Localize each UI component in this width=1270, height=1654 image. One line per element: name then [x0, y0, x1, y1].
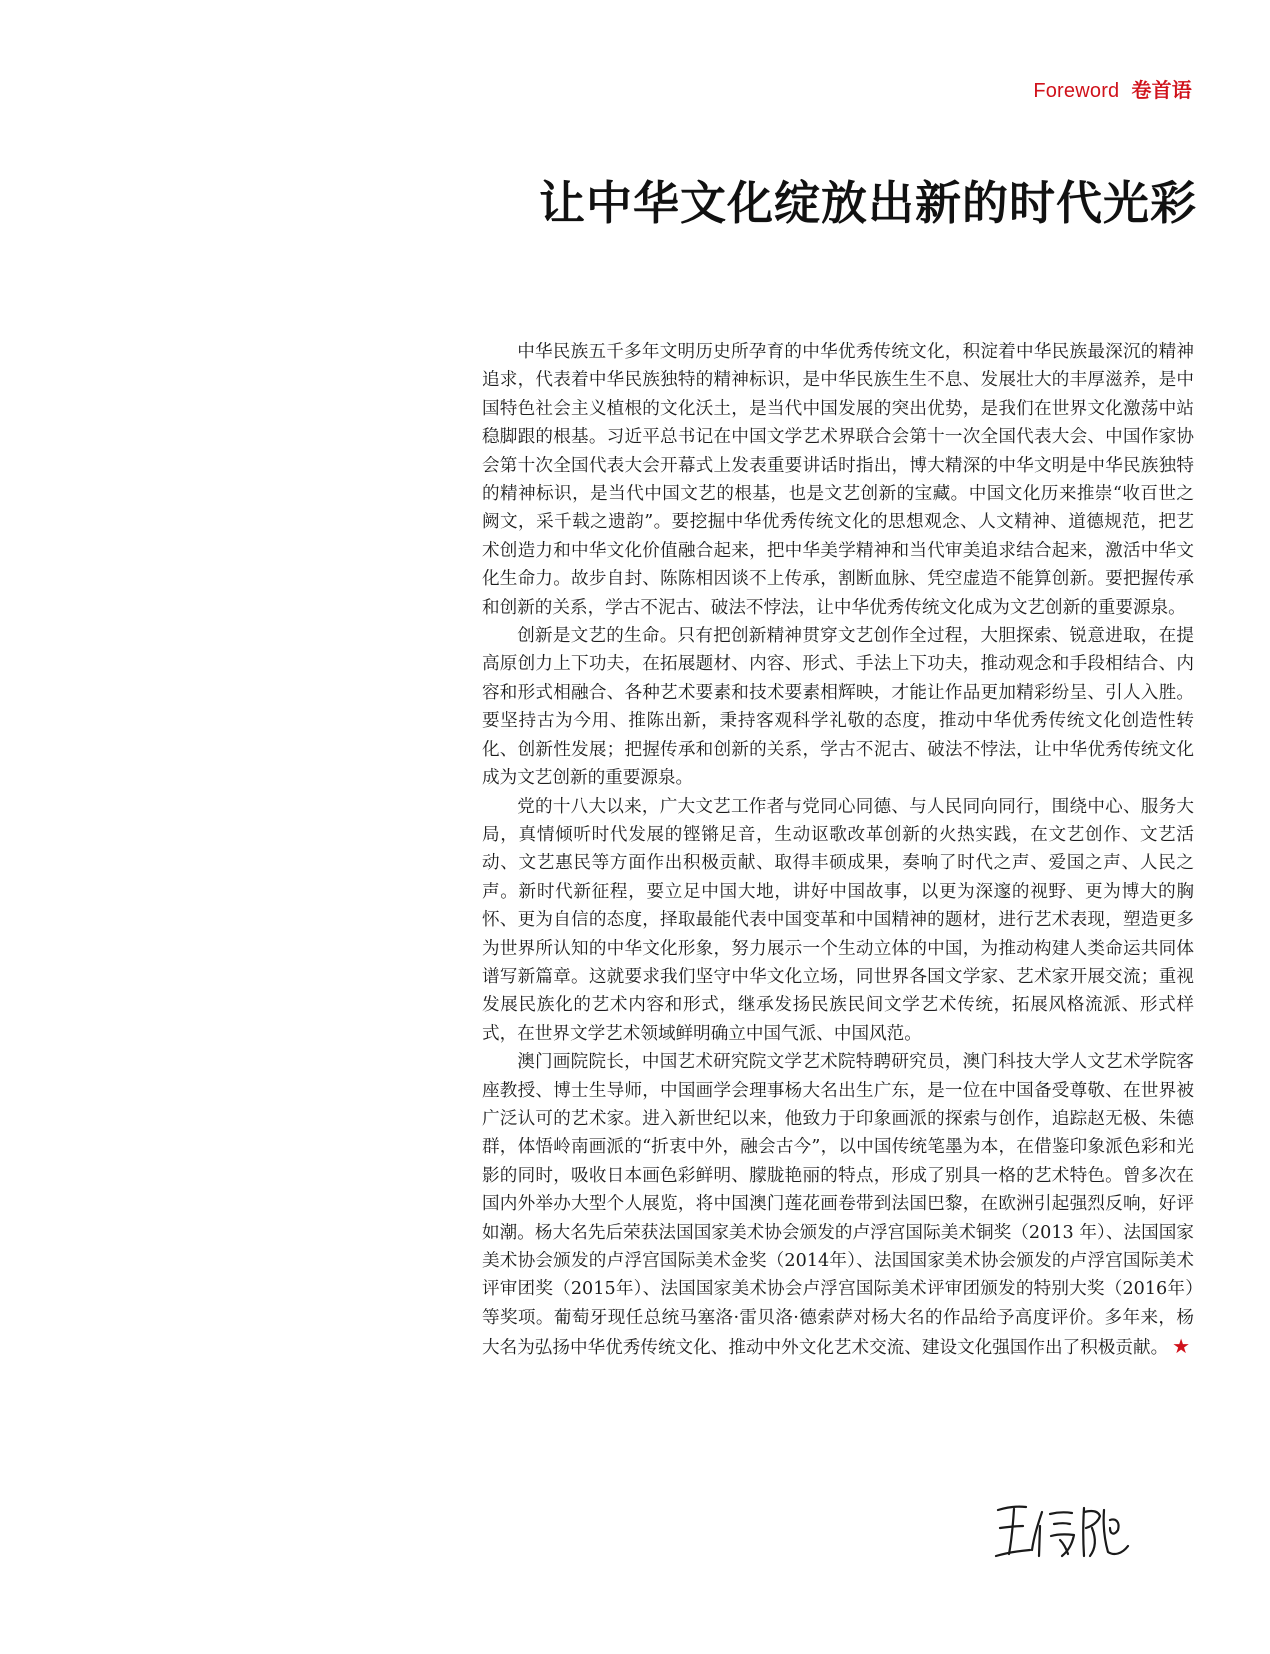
paragraph-2: 创新是文艺的生命。只有把创新精神贯穿文艺创作全过程，大胆探索、锐意进取，在提高原创力上下功夫，在拓展题材、内容、形式、手法上下功夫，推动观念和手段相结合、内容和形式相融合、各种艺术要素和技术要素相辉映，才能让作品更加精彩纷呈、引人入胜。要坚持古为今用、推陈出新，秉持客观科学礼敬的态度，推动中华优秀传统文化创造性转化、创新性发展；把握传承和创新的关系，学古不泥古、破法不悖法，让中华优秀传统文化成为文艺创新的重要源泉。	[482, 626, 1194, 789]
handwritten-signature	[992, 1498, 1132, 1568]
article-title: 让中华文化绽放出新的时代光彩	[539, 176, 1197, 230]
section-label-en: Foreword	[1033, 80, 1120, 102]
article-body	[482, 338, 1194, 1363]
paragraph-4-text: 澳门画院院长，中国艺术研究院文学艺术院特聘研究员，澳门科技大学人文艺术学院客座教授、博士生导师，中国画学会理事杨大名出生广东，是一位在中国备受尊敬、在世界被广泛认可的艺术家。进入新世纪以来，他致力于印象画派的探索与创作，追踪赵无极、朱德群，体悟岭南画派的“折衷中外，融会古今”，以中国传统笔墨为本，在借鉴印象派色彩和光影的同时，吸收日本画色彩鲜明、朦胧艳丽的特点，形成了别具一格的艺术特色。曾多次在国内外举办大型个人展览，将中国澳门莲花画卷带到法国巴黎，在欧洲引起强烈反响，好评如潮。杨大名先后荣获法国国家美术协会颁发的卢浮宫国际美术铜奖（2013 年）、法国国家美术协会颁发的卢浮宫国际美术金奖（2014年）、法国国家美术协会颁发的卢浮宫国际美术评审团奖（2015年）、法国国家美术协会卢浮宫国际美术评审团颁发的特别大奖（2016年）等奖项。葡萄牙现任总统马塞洛·雷贝洛·德索萨对杨大名的作品给予高度评价。多年来，杨大名为弘扬中华优秀传统文化、推动中外文化艺术交流、建设文化强国作出了积极贡献。	[482, 1052, 1194, 1359]
section-header	[1033, 74, 1192, 103]
paragraph-3: 党的十八大以来，广大文艺工作者与党同心同德、与人民同向同行，围绕中心、服务大局，真情倾听时代发展的铿锵足音，生动讴歌改革创新的火热实践，在文艺创作、文艺活动、文艺惠民等方面作出积极贡献、取得丰硕成果，奏响了时代之声、爱国之声、人民之声。新时代新征程，要立足中国大地，讲好中国故事，以更为深邃的视野、更为博大的胸怀、更为自信的态度，择取最能代表中国变革和中国精神的题材，进行艺术表现，塑造更多为世界所认知的中华文化形象，努力展示一个生动立体的中国，为推动构建人类命运共同体谱写新篇章。这就要求我们坚守中华文化立场，同世界各国文学家、艺术家开展交流；重视发展民族化的艺术内容和形式，继承发扬民族民间文学艺术传统，拓展风格流派、形式样式，在世界文学艺术领域鲜明确立中国气派、中国风范。	[482, 796, 1194, 1044]
end-star-icon: ★	[1172, 1334, 1191, 1359]
paragraph-1: 中华民族五千多年文明历史所孕育的中华优秀传统文化，积淀着中华民族最深沉的精神追求，代表着中华民族独特的精神标识，是中华民族生生不息、发展壮大的丰厚滋养，是中国特色社会主义植根的文化沃土，是当代中国发展的突出优势，是我们在世界文化激荡中站稳脚跟的根基。习近平总书记在中国文学艺术界联合会第十一次全国代表大会、中国作家协会第十次全国代表大会开幕式上发表重要讲话时指出，博大精深的中华文明是中华民族独特的精神标识，是当代中国文艺的根基，也是文艺创新的宝藏。中国文化历来推崇“收百世之阙文，采千载之遗韵”。要挖掘中华优秀传统文化的思想观念、人文精神、道德规范，把艺术创造力和中华文化价值融合起来，把中华美学精神和当代审美追求结合起来，激活中华文化生命力。故步自封、陈陈相因谈不上传承，割断血脉、凭空虚造不能算创新。要把握传承和创新的关系，学古不泥古、破法不悖法，让中华优秀传统文化成为文艺创新的重要源泉。	[482, 342, 1194, 618]
paragraph-4	[482, 1048, 1194, 1362]
section-label-cn: 卷首语	[1131, 80, 1192, 102]
